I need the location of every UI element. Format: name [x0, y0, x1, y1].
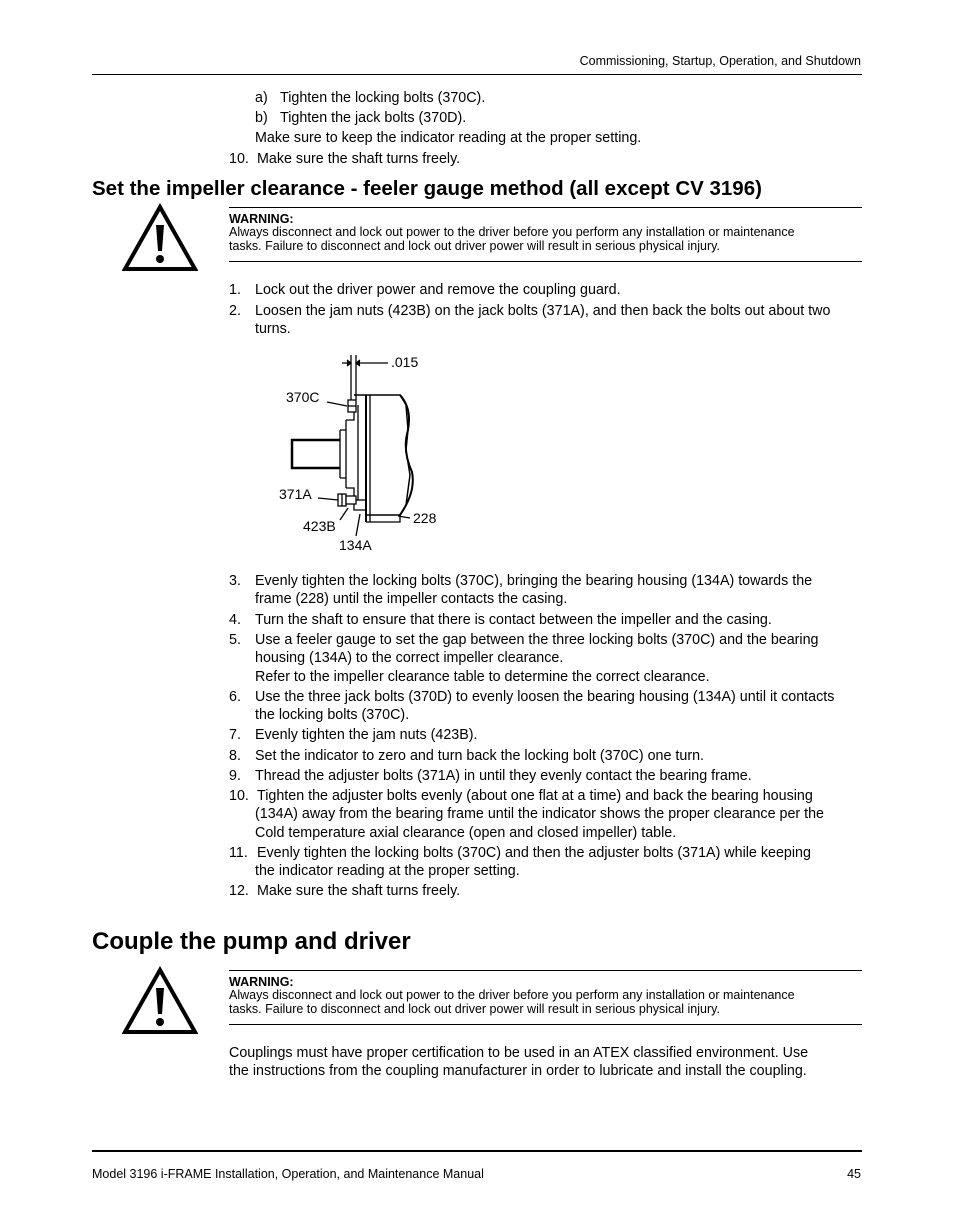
step-marker: 5. — [229, 632, 241, 648]
step-marker: 11. — [229, 845, 248, 861]
label-228: 228 — [413, 510, 437, 526]
dimension-label: .015 — [391, 354, 419, 370]
warning-text-line2: tasks. Failure to disconnect and lock out driver power will result in serious physical injury. — [229, 1002, 720, 1016]
substep-b-text: Tighten the jack bolts (370D). — [280, 110, 467, 126]
step-text-line: Evenly tighten the locking bolts (370C), bringing the bearing housing (134A) towards the — [255, 573, 813, 589]
footer-rule — [92, 1150, 862, 1152]
step-text-line: turns. — [255, 321, 291, 338]
step-note: Make sure to keep the indicator reading at the proper setting. — [255, 130, 642, 146]
step-marker: 9. — [229, 768, 241, 784]
step-text-line: Thread the adjuster bolts (371A) in until they evenly contact the bearing frame. — [255, 768, 752, 784]
figure-drawing — [270, 350, 470, 555]
coupling-paragraph-line1: Couplings must have proper certification to be used in an ATEX classified environment. Use — [229, 1045, 809, 1061]
step-marker: 4. — [229, 612, 241, 628]
step-text-line: Lock out the driver power and remove the coupling guard. — [255, 282, 621, 298]
label-134a: 134A — [339, 537, 372, 553]
step-text-line: Turn the shaft to ensure that there is contact between the impeller and the casing. — [255, 612, 772, 628]
step-marker: 6. — [229, 689, 241, 705]
step-text-line: Evenly tighten the locking bolts (370C) and then the adjuster bolts (371A) while keeping — [257, 845, 811, 861]
step-marker: 1. — [229, 282, 241, 298]
step-text-line: Cold temperature axial clearance (open and closed impeller) table. — [255, 824, 677, 841]
step-text-line: Tighten the adjuster bolts evenly (about one flat at a time) and back the bearing housing — [257, 788, 813, 804]
step-marker: 7. — [229, 727, 241, 743]
step-text-line: Loosen the jam nuts (423B) on the jack bolts (371A), and then back the bolts out about two — [255, 303, 831, 319]
step-text-line: Use a feeler gauge to set the gap between the three locking bolts (370C) and the bearing — [255, 632, 819, 648]
impeller-clearance-figure — [270, 350, 470, 555]
warning-title: WARNING: — [229, 212, 294, 226]
substep-b-marker: b) — [255, 110, 268, 126]
page-number: 45 — [847, 1167, 861, 1181]
step-text-line: housing (134A) to the correct impeller clearance. — [255, 650, 564, 667]
step-text-line: Use the three jack bolts (370D) to evenly loosen the bearing housing (134A) until it contacts — [255, 689, 835, 705]
warning-text-line2: tasks. Failure to disconnect and lock out driver power will result in serious physical injury. — [229, 239, 720, 253]
header-rule — [92, 74, 862, 75]
step-marker: 12. — [229, 883, 249, 899]
warning-text-line1: Always disconnect and lock out power to the driver before you perform any installation or maintenance — [229, 988, 795, 1002]
substep-a-text: Tighten the locking bolts (370C). — [280, 90, 486, 106]
footer-manual-title: Model 3196 i-FRAME Installation, Operation, and Maintenance Manual — [92, 1167, 484, 1181]
step-marker: 8. — [229, 748, 241, 764]
warning-text-line1: Always disconnect and lock out power to the driver before you perform any installation or maintenance — [229, 225, 795, 239]
substep-a-marker: a) — [255, 90, 268, 106]
label-371a: 371A — [279, 486, 312, 502]
step-text-line: Refer to the impeller clearance table to determine the correct clearance. — [255, 668, 710, 685]
step-text-line: Set the indicator to zero and turn back the locking bolt (370C) one turn. — [255, 748, 705, 764]
step-marker: 3. — [229, 573, 241, 589]
warning-bottom-rule — [229, 261, 862, 262]
step-marker: 2. — [229, 303, 241, 319]
step-10-marker: 10. — [229, 151, 249, 167]
step-text-line: frame (228) until the impeller contacts the casing. — [255, 591, 568, 608]
step-text-line: the indicator reading at the proper setting. — [255, 863, 520, 880]
warning-title: WARNING: — [229, 975, 294, 989]
step-text-line: (134A) away from the bearing frame until the indicator shows the proper clearance per the — [255, 806, 824, 823]
warning-triangle-icon — [122, 966, 198, 1041]
label-370c: 370C — [286, 389, 320, 405]
warning-triangle-icon — [122, 203, 198, 278]
coupling-paragraph-line2: the instructions from the coupling manufacturer in order to lubricate and install the coupling. — [229, 1063, 807, 1079]
step-marker: 10. — [229, 788, 249, 804]
warning-top-rule — [229, 970, 862, 971]
section-heading-couple-pump: Couple the pump and driver — [92, 928, 411, 955]
section-heading-impeller-clearance: Set the impeller clearance - feeler gauge method (all except CV 3196) — [92, 177, 762, 200]
step-text-line: the locking bolts (370C). — [255, 707, 410, 724]
warning-bottom-rule — [229, 1024, 862, 1025]
step-10-text: Make sure the shaft turns freely. — [257, 151, 461, 167]
running-header: Commissioning, Startup, Operation, and Shutdown — [579, 54, 861, 68]
step-text-line: Evenly tighten the jam nuts (423B). — [255, 727, 478, 743]
warning-top-rule — [229, 207, 862, 208]
label-423b: 423B — [303, 518, 336, 534]
step-text-line: Make sure the shaft turns freely. — [257, 883, 461, 899]
